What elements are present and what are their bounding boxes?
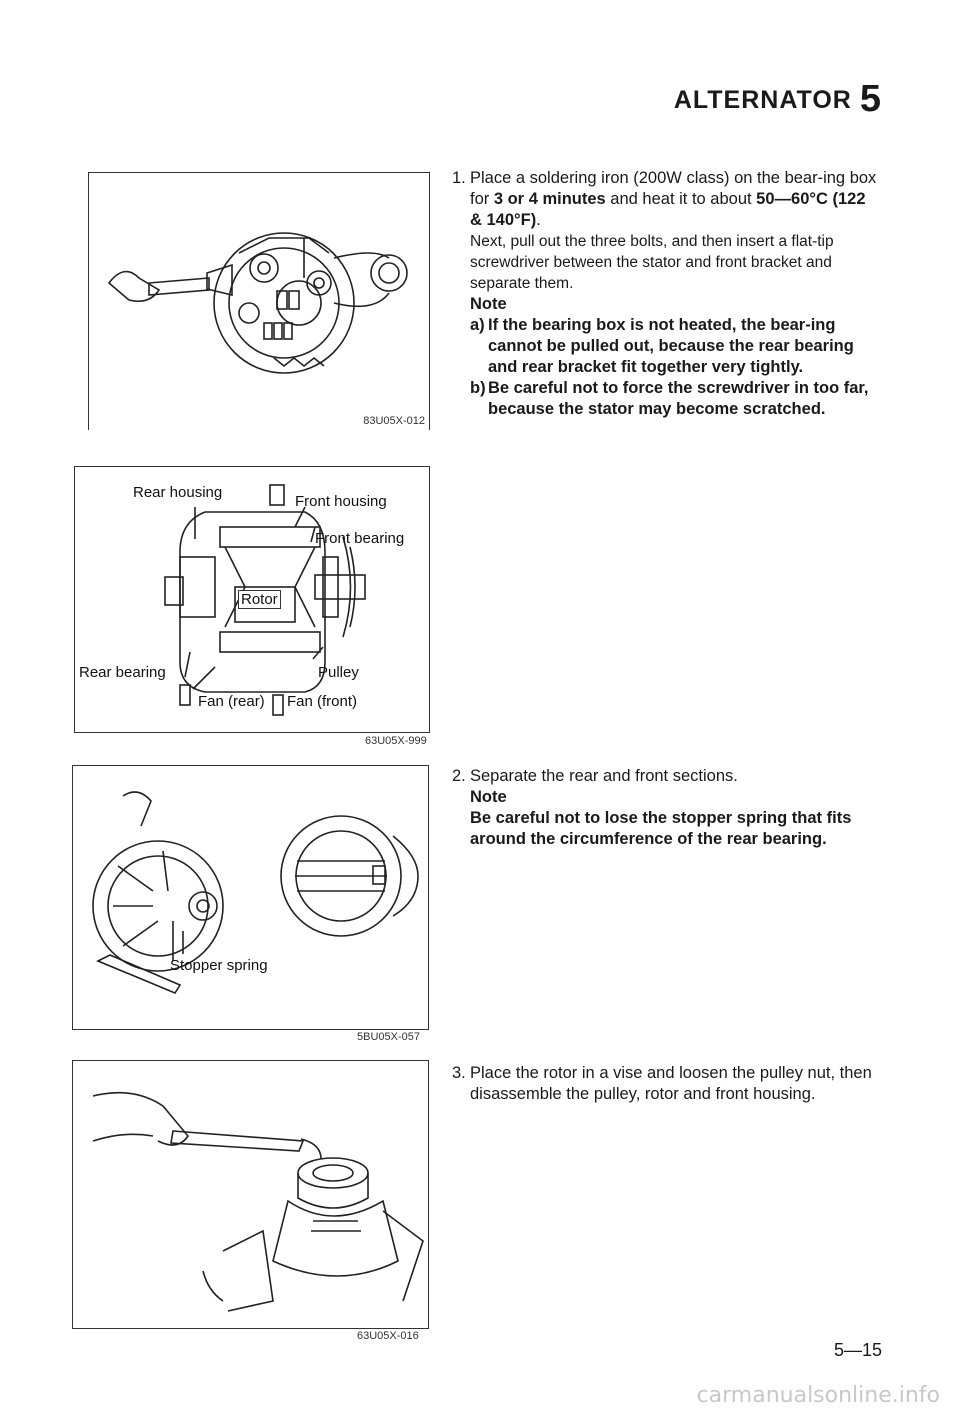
note-item-b: b) Be careful not to force the screwdriver in too far, because the stator may become scratched.: [470, 379, 869, 418]
note-heading: Note: [470, 295, 507, 313]
note-item-a: a) If the bearing box is not heated, the bear-ing cannot be pulled out, because the rear bearing and rear bracket fit together very tightly.: [470, 316, 854, 376]
label-fan-rear: Fan (rear): [198, 693, 265, 710]
label-rear-bearing: Rear bearing: [79, 664, 166, 681]
step-2-text: Separate the rear and front sections.: [470, 767, 738, 785]
note-heading: Note: [470, 788, 507, 806]
label-pulley: Pulley: [318, 664, 359, 681]
note-text: Be careful not to lose the stopper spring that fits around the circumference of the rear bearing.: [470, 809, 852, 848]
label-fan-front: Fan (front): [287, 693, 358, 710]
label-front-housing: Front housing: [295, 493, 387, 510]
figure-cross-section: [74, 466, 430, 733]
step-1: [452, 168, 880, 420]
step-1-text: Place a soldering iron (200W class) on the bear-ing box for 3 or 4 minutes and heat it to about 50—60°C (122 & 140°F).: [470, 169, 877, 229]
figure-pulley-nut: [72, 1060, 429, 1329]
soldering-iron-illustration: [89, 173, 429, 430]
figure-stopper-spring: [72, 765, 429, 1030]
step-3: [452, 1063, 880, 1105]
step-3-text: Place the rotor in a vise and loosen the pulley nut, then disassemble the pulley, rotor and front housing.: [470, 1064, 872, 1103]
chapter-number: 5: [859, 78, 882, 120]
step-number: 3.: [452, 1064, 466, 1082]
vise-wrench-illustration: [73, 1061, 428, 1328]
step-3-block: [452, 1063, 880, 1105]
step-number: 2.: [452, 767, 466, 785]
separated-sections-illustration: [73, 766, 428, 1029]
step-number: 1.: [452, 169, 466, 187]
figure-soldering-iron: [88, 172, 430, 430]
label-rotor: Rotor: [238, 590, 281, 609]
figure-code: 83U05X-012: [363, 415, 425, 427]
label-front-bearing: Front bearing: [315, 530, 405, 547]
step-2: [452, 766, 880, 850]
watermark: carmanualsonline.info: [696, 1383, 940, 1408]
header-title: ALTERNATOR: [673, 86, 852, 114]
figure-code: 63U05X-016: [357, 1330, 419, 1342]
label-stopper-spring: Stopper spring: [170, 957, 268, 974]
figure-code: 5BU05X-057: [357, 1031, 420, 1043]
figure-code: 63U05X-999: [365, 735, 427, 747]
page-number: 5—15: [833, 1340, 882, 1360]
page-header: [674, 78, 882, 121]
step-1-text-next: Next, pull out the three bolts, and then insert a flat-tip screwdriver between the stator and front bracket and separate them.: [470, 233, 834, 292]
step-1-block: [452, 168, 880, 420]
step-2-block: [452, 766, 880, 850]
label-rear-housing: Rear housing: [133, 484, 223, 501]
